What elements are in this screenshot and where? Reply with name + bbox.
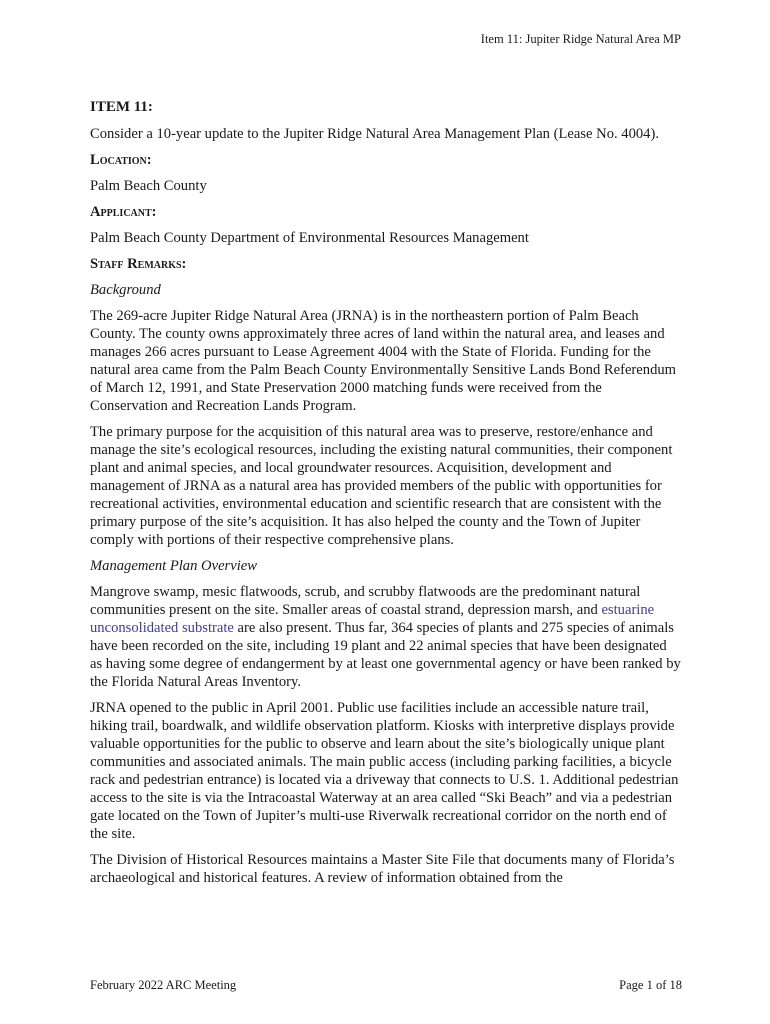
overview-heading: Management Plan Overview <box>90 558 257 574</box>
document-body <box>90 98 682 895</box>
applicant-label: Applicant: <box>90 204 157 220</box>
background-paragraph-1: The 269-acre Jupiter Ridge Natural Area (JRNA) is in the northeastern portion of Palm Beach County. The county owns approximately three acres of land within the natural area, and leases and manages 266 acres pursuant to Lease Agreement 4004 with the State of Florida. Funding for the natural area came from the Palm Beach County Environmentally Sensitive Lands Bond Referendum of March 12, 1991, and State Preservation 2000 matching funds were received from the Conservation and Recreation Lands Program. <box>90 308 677 414</box>
background-heading: Background <box>90 282 161 298</box>
location-label: Location: <box>90 152 152 168</box>
background-paragraph-2: The primary purpose for the acquisition of this natural area was to preserve, restore/enhance and manage the site’s ecological resources, including the existing natural communities, their component plant and animal species, and local groundwater resources. Acquisition, development and management of JRNA as a natural area has provided members of the public with opportunities for recreational activities, environmental education and scientific research that are consistent with the primary purpose of the site’s acquisition. It has also helped the county and the Town of Jupiter comply with portions of their respective comprehensive plans. <box>90 424 673 548</box>
location-value: Palm Beach County <box>90 178 207 194</box>
item-description: Consider a 10-year update to the Jupiter Ridge Natural Area Management Plan (Lease No. 4004). <box>90 126 659 142</box>
applicant-value: Palm Beach County Department of Environmental Resources Management <box>90 230 529 246</box>
overview-p1-text-a: Mangrove swamp, mesic flatwoods, scrub, and scrubby flatwoods are the predominant natural communities present on the site. Smaller areas of coastal strand, depression marsh, and <box>90 584 641 618</box>
footer-page-number: Page 1 of 18 <box>619 978 682 992</box>
item-heading: ITEM 11: <box>90 99 153 115</box>
overview-p1-highlight: estuarine unconsolidated substrate <box>90 602 655 636</box>
footer-meeting: February 2022 ARC Meeting <box>90 978 237 992</box>
running-header: Item 11: Jupiter Ridge Natural Area MP <box>480 32 681 46</box>
overview-paragraph-1 <box>90 583 682 691</box>
staff-remarks-label: Staff Remarks: <box>90 256 187 272</box>
overview-paragraph-3: The Division of Historical Resources maintains a Master Site File that documents many of Florida’s archaeological and historical features. A review of information obtained from the <box>90 852 675 886</box>
overview-paragraph-2: JRNA opened to the public in April 2001. Public use facilities include an accessible nature trail, hiking trail, boardwalk, and wildlife observation platform. Kiosks with interpretive displays provide valuable opportunities for the public to observe and learn about the site’s biologically unique plant communities and associated animals. The main public access (including parking facilities, a bicycle rack and pedestrian entrance) is located via a driveway that connects to U.S. 1. Additional pedestrian access to the site is via the Intracoastal Waterway at an area called “Ski Beach” and via a pedestrian gate located on the Town of Jupiter’s multi-use Riverwalk recreational corridor on the north end of the site. <box>90 700 679 842</box>
overview-p1-text-b: are also present. Thus far, 364 species of plants and 275 species of animals have been recorded on the site, including 19 plant and 22 animal species that have been designated as having some degree of endangerment by at least one governmental agency or have been ranked by the Florida Natural Areas Inventory. <box>90 620 681 690</box>
